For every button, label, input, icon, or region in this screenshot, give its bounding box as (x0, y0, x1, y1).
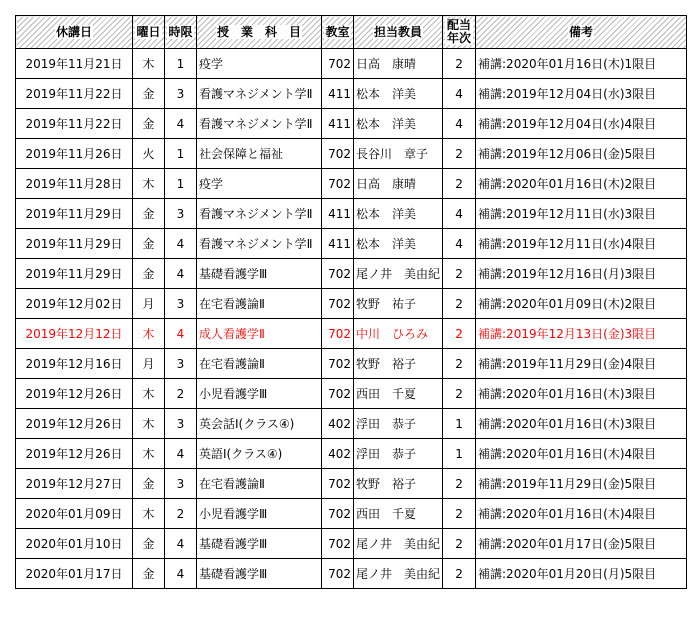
cell-subject: 基礎看護学Ⅲ (197, 259, 322, 289)
cell-room: 702 (322, 349, 354, 379)
cell-note: 補講:2020年01月16日(木)3限目 (476, 379, 687, 409)
cell-room: 702 (322, 469, 354, 499)
cell-year: 2 (443, 469, 476, 499)
cell-period: 3 (165, 349, 197, 379)
cell-subject: 小児看護学Ⅲ (197, 379, 322, 409)
cell-subject: 疫学 (197, 169, 322, 199)
header-subject: 授 業 科 目 (197, 16, 322, 49)
cell-subject: 在宅看護論Ⅱ (197, 349, 322, 379)
cell-weekday: 木 (133, 409, 165, 439)
cell-period: 4 (165, 109, 197, 139)
table-row (16, 109, 687, 139)
cell-room: 702 (322, 169, 354, 199)
header-cancel-date: 休講日 (16, 16, 133, 49)
header-room: 教室 (322, 16, 354, 49)
header-year: 配当年次 (443, 16, 476, 49)
cell-room: 702 (322, 379, 354, 409)
cell-teacher: 中川 ひろみ (354, 319, 443, 349)
table-row (16, 409, 687, 439)
cell-weekday: 木 (133, 319, 165, 349)
header-row (16, 16, 687, 49)
cell-date: 2019年12月02日 (16, 289, 133, 319)
cell-date: 2019年11月26日 (16, 139, 133, 169)
cell-year: 2 (443, 139, 476, 169)
cell-date: 2019年12月26日 (16, 439, 133, 469)
cell-year: 4 (443, 229, 476, 259)
cell-weekday: 金 (133, 79, 165, 109)
cell-date: 2019年12月26日 (16, 409, 133, 439)
cell-room: 702 (322, 289, 354, 319)
cell-note: 補講:2019年12月06日(金)5限目 (476, 139, 687, 169)
cell-subject: 在宅看護論Ⅱ (197, 289, 322, 319)
cell-subject: 看護マネジメント学Ⅱ (197, 229, 322, 259)
table-row (16, 169, 687, 199)
cell-teacher: 松本 洋美 (354, 79, 443, 109)
cell-teacher: 松本 洋美 (354, 109, 443, 139)
cell-date: 2019年12月12日 (16, 319, 133, 349)
cell-year: 2 (443, 169, 476, 199)
cell-room: 411 (322, 229, 354, 259)
table-row (16, 199, 687, 229)
cell-subject: 基礎看護学Ⅲ (197, 529, 322, 559)
cell-subject: 社会保障と福祉 (197, 139, 322, 169)
cell-note: 補講:2020年01月20日(月)5限目 (476, 559, 687, 589)
cell-date: 2019年12月16日 (16, 349, 133, 379)
cell-teacher: 尾ノ井 美由紀 (354, 259, 443, 289)
cell-period: 4 (165, 319, 197, 349)
cell-period: 4 (165, 229, 197, 259)
cell-weekday: 木 (133, 379, 165, 409)
table-row (16, 349, 687, 379)
cell-teacher: 尾ノ井 美由紀 (354, 559, 443, 589)
table-row (16, 439, 687, 469)
cell-date: 2020年01月10日 (16, 529, 133, 559)
cell-year: 2 (443, 529, 476, 559)
cell-teacher: 松本 洋美 (354, 229, 443, 259)
table-row (16, 229, 687, 259)
cell-date: 2019年11月22日 (16, 79, 133, 109)
cell-year: 1 (443, 439, 476, 469)
cell-room: 702 (322, 319, 354, 349)
cell-note: 補講:2020年01月16日(木)1限目 (476, 49, 687, 79)
cell-year: 4 (443, 79, 476, 109)
cell-subject: 基礎看護学Ⅲ (197, 559, 322, 589)
header-period: 時限 (165, 16, 197, 49)
cell-date: 2019年11月29日 (16, 199, 133, 229)
cell-teacher: 尾ノ井 美由紀 (354, 529, 443, 559)
cell-note: 補講:2019年11月29日(金)4限目 (476, 349, 687, 379)
cell-note: 補講:2020年01月16日(木)4限目 (476, 439, 687, 469)
cell-weekday: 月 (133, 349, 165, 379)
table-row (16, 469, 687, 499)
cell-note: 補講:2019年12月04日(水)4限目 (476, 109, 687, 139)
cell-subject: 看護マネジメント学Ⅱ (197, 109, 322, 139)
cell-period: 3 (165, 469, 197, 499)
cell-period: 3 (165, 289, 197, 319)
cell-note: 補講:2020年01月16日(木)2限目 (476, 169, 687, 199)
cell-subject: 疫学 (197, 49, 322, 79)
cell-note: 補講:2019年12月11日(水)3限目 (476, 199, 687, 229)
cell-teacher: 西田 千夏 (354, 499, 443, 529)
cell-room: 402 (322, 439, 354, 469)
cell-teacher: 牧野 裕子 (354, 349, 443, 379)
cell-subject: 英語Ⅰ(クラス④) (197, 439, 322, 469)
cell-room: 702 (322, 139, 354, 169)
table-row (16, 319, 687, 349)
cell-period: 3 (165, 79, 197, 109)
cell-year: 1 (443, 409, 476, 439)
cell-weekday: 金 (133, 529, 165, 559)
cell-weekday: 木 (133, 169, 165, 199)
cell-weekday: 金 (133, 199, 165, 229)
cell-subject: 看護マネジメント学Ⅱ (197, 199, 322, 229)
header-teacher: 担当教員 (354, 16, 443, 49)
cell-period: 1 (165, 139, 197, 169)
cell-teacher: 浮田 恭子 (354, 439, 443, 469)
cell-note: 補講:2019年12月04日(水)3限目 (476, 79, 687, 109)
cell-weekday: 木 (133, 439, 165, 469)
cell-year: 2 (443, 319, 476, 349)
cell-teacher: 西田 千夏 (354, 379, 443, 409)
table-body (16, 49, 687, 589)
cell-weekday: 金 (133, 229, 165, 259)
cell-subject: 在宅看護論Ⅱ (197, 469, 322, 499)
table-row (16, 259, 687, 289)
cell-room: 702 (322, 259, 354, 289)
cell-note: 補講:2020年01月09日(木)2限目 (476, 289, 687, 319)
table-row (16, 529, 687, 559)
cell-note: 補講:2019年12月13日(金)3限目 (476, 319, 687, 349)
cell-date: 2019年11月29日 (16, 229, 133, 259)
cell-weekday: 火 (133, 139, 165, 169)
cell-teacher: 松本 洋美 (354, 199, 443, 229)
table-row (16, 139, 687, 169)
cell-note: 補講:2020年01月16日(木)3限目 (476, 409, 687, 439)
header-note: 備考 (476, 16, 687, 49)
cell-period: 3 (165, 409, 197, 439)
table-row (16, 559, 687, 589)
cell-weekday: 金 (133, 559, 165, 589)
cell-year: 2 (443, 349, 476, 379)
cell-date: 2020年01月09日 (16, 499, 133, 529)
cell-weekday: 木 (133, 499, 165, 529)
cell-year: 2 (443, 379, 476, 409)
cell-room: 411 (322, 109, 354, 139)
table-row (16, 289, 687, 319)
cell-note: 補講:2020年01月16日(木)4限目 (476, 499, 687, 529)
cell-year: 4 (443, 199, 476, 229)
cell-date: 2019年11月29日 (16, 259, 133, 289)
cell-period: 4 (165, 259, 197, 289)
cell-teacher: 長谷川 章子 (354, 139, 443, 169)
cell-period: 4 (165, 529, 197, 559)
cell-weekday: 金 (133, 259, 165, 289)
table-row (16, 499, 687, 529)
cell-subject: 小児看護学Ⅲ (197, 499, 322, 529)
table-row (16, 79, 687, 109)
table-row (16, 49, 687, 79)
cell-date: 2019年12月27日 (16, 469, 133, 499)
cell-teacher: 日高 康晴 (354, 169, 443, 199)
cell-room: 411 (322, 79, 354, 109)
cell-room: 402 (322, 409, 354, 439)
table-row (16, 379, 687, 409)
cell-date: 2019年11月21日 (16, 49, 133, 79)
cell-period: 3 (165, 199, 197, 229)
cell-period: 4 (165, 439, 197, 469)
cell-teacher: 牧野 祐子 (354, 289, 443, 319)
cell-teacher: 牧野 裕子 (354, 469, 443, 499)
cell-room: 702 (322, 49, 354, 79)
cell-note: 補講:2019年12月16日(月)3限目 (476, 259, 687, 289)
cell-room: 411 (322, 199, 354, 229)
cell-year: 2 (443, 499, 476, 529)
cell-room: 702 (322, 499, 354, 529)
cell-period: 2 (165, 499, 197, 529)
cell-teacher: 日高 康晴 (354, 49, 443, 79)
cell-note: 補講:2019年11月29日(金)5限目 (476, 469, 687, 499)
cell-year: 2 (443, 559, 476, 589)
cell-year: 2 (443, 259, 476, 289)
cell-period: 1 (165, 169, 197, 199)
cell-date: 2019年12月26日 (16, 379, 133, 409)
cell-date: 2019年11月22日 (16, 109, 133, 139)
cell-teacher: 浮田 恭子 (354, 409, 443, 439)
cell-period: 1 (165, 49, 197, 79)
cell-subject: 英会話Ⅰ(クラス④) (197, 409, 322, 439)
cell-note: 補講:2019年12月11日(水)4限目 (476, 229, 687, 259)
cell-room: 702 (322, 559, 354, 589)
cell-weekday: 金 (133, 469, 165, 499)
cell-year: 4 (443, 109, 476, 139)
cell-weekday: 木 (133, 49, 165, 79)
cell-date: 2020年01月17日 (16, 559, 133, 589)
cell-date: 2019年11月28日 (16, 169, 133, 199)
cell-room: 702 (322, 529, 354, 559)
cell-subject: 看護マネジメント学Ⅱ (197, 79, 322, 109)
cell-weekday: 金 (133, 109, 165, 139)
header-weekday: 曜日 (133, 16, 165, 49)
cell-period: 4 (165, 559, 197, 589)
cell-period: 2 (165, 379, 197, 409)
cell-year: 2 (443, 289, 476, 319)
cell-weekday: 月 (133, 289, 165, 319)
cell-subject: 成人看護学Ⅱ (197, 319, 322, 349)
class-cancellation-table (15, 15, 687, 589)
cell-year: 2 (443, 49, 476, 79)
cell-note: 補講:2020年01月17日(金)5限目 (476, 529, 687, 559)
